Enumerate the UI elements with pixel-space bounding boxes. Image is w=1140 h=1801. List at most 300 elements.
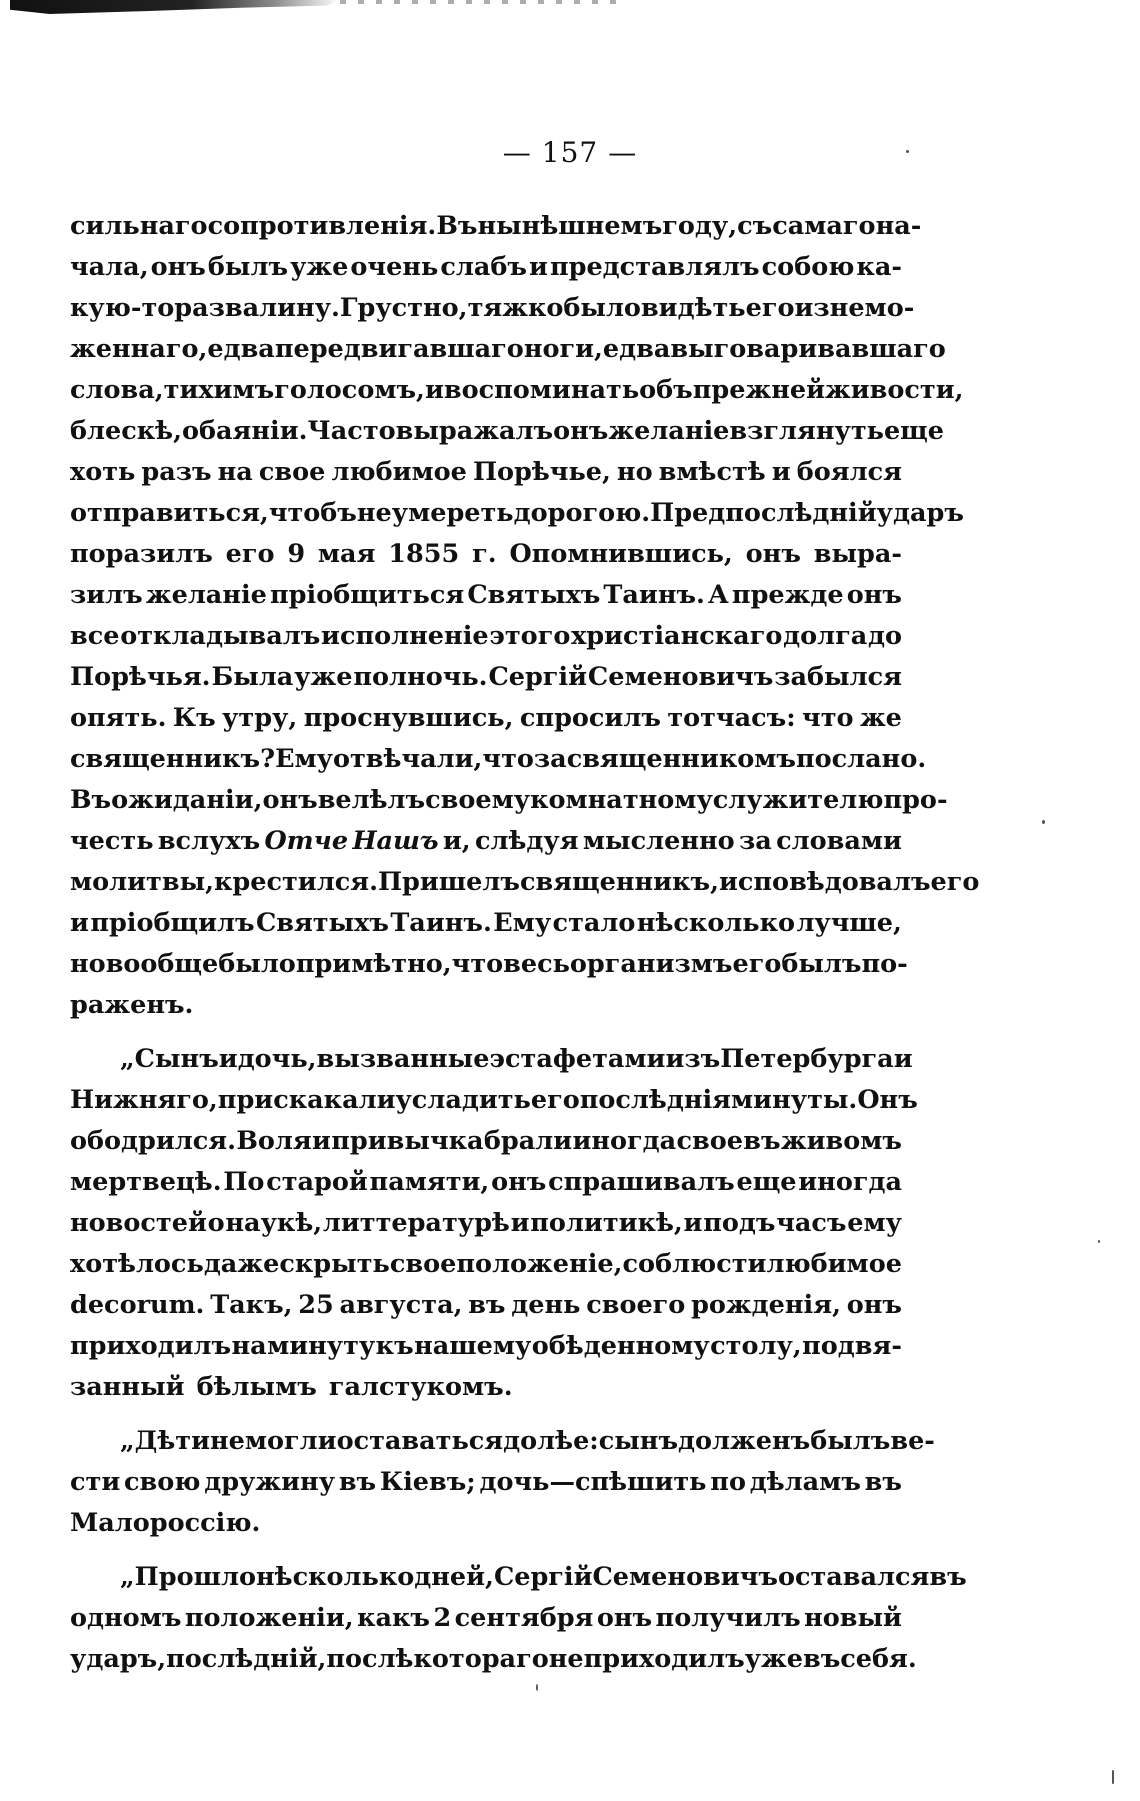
word: раженъ.: [70, 990, 194, 1020]
word: положеніи,: [184, 1603, 354, 1633]
word: опять.: [70, 703, 167, 733]
word: и: [683, 1208, 703, 1238]
word: полночь.: [353, 662, 488, 692]
word: его: [745, 293, 795, 323]
word: старой: [266, 1167, 368, 1197]
word: и: [424, 375, 444, 405]
word: пріобщиться: [270, 580, 465, 610]
scan-speck: [1042, 820, 1045, 824]
word: въ: [338, 1467, 377, 1497]
word: послѣ: [326, 1644, 414, 1674]
word: онъ: [262, 785, 318, 815]
word: Святыхъ: [255, 908, 389, 938]
word: нашему: [414, 1331, 532, 1361]
word: брали: [483, 1126, 573, 1156]
word: Нижняго,: [70, 1085, 218, 1115]
word: себя.: [840, 1644, 917, 1674]
word: забылся: [774, 662, 902, 692]
word: приходилъ: [70, 1331, 232, 1361]
word: собою: [761, 252, 855, 282]
word: 9: [287, 539, 306, 569]
word: священникъ,: [519, 867, 719, 897]
text-line: [70, 1462, 902, 1503]
word: литтературѣ: [322, 1208, 510, 1238]
word: сентября: [454, 1603, 594, 1633]
word: видѣть: [640, 293, 746, 323]
word: но: [616, 457, 653, 487]
word: сти: [70, 1467, 121, 1497]
word: примѣтно,: [295, 949, 452, 979]
word: его: [732, 949, 782, 979]
word: Таинъ.: [603, 580, 705, 610]
scan-speck: [906, 150, 909, 153]
word: и,: [442, 826, 471, 856]
word: утру,: [222, 703, 298, 733]
word: свое: [389, 1249, 457, 1279]
word: онъ: [491, 1167, 547, 1197]
word: котораго: [413, 1644, 549, 1674]
word: занный: [70, 1372, 185, 1402]
word: ему: [847, 1208, 902, 1238]
word: ка-: [856, 252, 902, 282]
word: по-: [861, 949, 908, 979]
word: взглянуть: [729, 416, 884, 446]
word: былъ: [810, 1426, 891, 1456]
word: въ: [929, 1562, 967, 1592]
scan-speck: [1112, 1770, 1114, 1784]
text-line: [70, 944, 908, 985]
word: стало: [552, 908, 636, 938]
word: тотчасъ:: [667, 703, 796, 733]
word: комнатному: [530, 785, 713, 815]
word: Такъ,: [210, 1290, 293, 1320]
word: могли: [244, 1426, 337, 1456]
word: чала,: [70, 252, 149, 282]
word: уже: [290, 252, 349, 282]
word: въ: [743, 1126, 781, 1156]
word: подъ: [703, 1208, 776, 1238]
word: политикѣ,: [530, 1208, 683, 1238]
word: сопротивленія.: [207, 211, 437, 241]
word: онъ: [846, 1290, 902, 1320]
word: словами: [776, 826, 902, 856]
word: по: [710, 1467, 746, 1497]
word: еще: [736, 1167, 797, 1197]
word: послѣднія: [579, 1085, 732, 1115]
word: столу,: [710, 1331, 802, 1361]
word: decorum.: [70, 1290, 205, 1320]
word: онъ: [846, 580, 902, 610]
word: „Сынъ: [120, 1044, 219, 1074]
word: прежде: [731, 580, 844, 610]
word: свою: [124, 1467, 201, 1497]
word: приходилъ: [583, 1644, 745, 1674]
word: г.: [472, 539, 497, 569]
word: пріобщилъ: [90, 908, 255, 938]
text-line: [70, 1639, 917, 1680]
word: галстукомъ.: [328, 1372, 513, 1402]
word: лучше,: [796, 908, 902, 938]
word: тихимъ: [163, 375, 275, 405]
word: ожиданіи,: [111, 785, 263, 815]
word: прискакали: [217, 1085, 396, 1115]
word: поразилъ: [70, 539, 213, 569]
word: наукѣ,: [225, 1208, 323, 1238]
word: ободрился.: [70, 1126, 236, 1156]
word: свое: [258, 457, 326, 487]
word: Часто: [307, 416, 396, 446]
word: уже: [744, 1644, 803, 1674]
text-line: [70, 329, 946, 370]
word: „Прошло: [120, 1562, 256, 1592]
word: Онъ: [857, 1085, 918, 1115]
word: хотѣлось: [70, 1249, 204, 1279]
word: бѣлымъ: [196, 1372, 317, 1402]
word: за: [533, 744, 567, 774]
word: тяжко: [467, 293, 564, 323]
word: дорогою.: [513, 498, 651, 528]
word: отправиться,: [70, 498, 269, 528]
text-line: [70, 247, 902, 288]
word: организмъ: [569, 949, 733, 979]
word: хоть: [70, 457, 136, 487]
word: вызванные: [316, 1044, 490, 1074]
word: же: [859, 703, 902, 733]
word: живомъ: [780, 1126, 902, 1156]
word: передвигавшаго: [274, 334, 524, 364]
word: все: [70, 621, 120, 651]
word: Была: [211, 662, 294, 692]
word: эстафетами: [489, 1044, 666, 1074]
word: желаніе: [145, 580, 267, 610]
word: спросилъ: [519, 703, 661, 733]
word: едва: [207, 334, 275, 364]
word: Ему: [275, 744, 333, 774]
text-line: [70, 1503, 902, 1544]
word: вообще: [105, 949, 219, 979]
word: его: [225, 539, 275, 569]
text-line: [70, 1285, 902, 1326]
text-line: [70, 739, 927, 780]
page-number: 157: [541, 136, 599, 169]
word: мертвецѣ.: [70, 1167, 222, 1197]
word: нѣсколько: [255, 1562, 415, 1592]
word: послано.: [795, 744, 927, 774]
word: обѣденному: [531, 1331, 710, 1361]
word: Сергій: [493, 1562, 593, 1592]
word: что: [802, 703, 854, 733]
word: про-: [883, 785, 948, 815]
word: объ: [639, 375, 693, 405]
word: сильнаго: [70, 211, 208, 241]
text-line: [70, 821, 902, 862]
word: новый: [804, 1603, 902, 1633]
word: кую-то: [70, 293, 175, 323]
word: и: [893, 1044, 913, 1074]
word: нѣсколько: [636, 908, 796, 938]
word: уже: [294, 662, 353, 692]
word: Пришелъ: [377, 867, 520, 897]
word: крестился.: [214, 867, 378, 897]
word: чтобъ: [268, 498, 357, 528]
text-line: [70, 1598, 902, 1639]
word: прежней: [692, 375, 826, 405]
word: усладить: [395, 1085, 531, 1115]
word: послѣдній,: [166, 1644, 327, 1674]
text-line: [70, 534, 902, 575]
word: но: [70, 949, 106, 979]
text-line: [70, 1162, 902, 1203]
word: едва: [602, 334, 671, 364]
word: „Дѣти: [120, 1426, 210, 1456]
word: живости,: [825, 375, 964, 405]
word: какъ: [357, 1603, 430, 1633]
word: Семеновичъ: [587, 662, 774, 692]
word: Воля: [236, 1126, 312, 1156]
word: 2: [433, 1603, 452, 1633]
word: умереть: [391, 498, 514, 528]
text-line: [70, 288, 915, 329]
text-line: [70, 1039, 913, 1080]
word: даже: [203, 1249, 280, 1279]
word: не: [548, 1644, 584, 1674]
word: онъ: [553, 416, 609, 446]
word: августа,: [339, 1290, 463, 1320]
word: развалину.: [174, 293, 340, 323]
word: вмѣстѣ: [658, 457, 766, 487]
word: о: [207, 1208, 225, 1238]
text-line: [70, 1421, 935, 1462]
word: подвя-: [802, 1331, 902, 1361]
word: онъ: [745, 539, 801, 569]
word: оставаться: [336, 1426, 504, 1456]
word: дней,: [414, 1562, 494, 1592]
text-line: [70, 903, 902, 944]
word: свое: [676, 1126, 743, 1156]
word: исполненіе: [321, 621, 489, 651]
word: А: [708, 580, 729, 610]
page-body-text: [70, 206, 980, 1680]
word: его: [930, 867, 980, 897]
word: и: [529, 252, 548, 282]
word: вслухъ: [157, 826, 261, 856]
word: боялся: [796, 457, 902, 487]
word: было: [563, 293, 641, 323]
word: слова,: [70, 375, 164, 405]
word: до: [867, 621, 902, 651]
word: своему: [425, 785, 531, 815]
word: выра-: [813, 539, 902, 569]
text-line: [70, 616, 902, 657]
word: соблюсти: [622, 1249, 767, 1279]
word: ударъ,: [70, 1644, 167, 1674]
word: одномъ: [70, 1603, 182, 1633]
word: Въ: [436, 211, 478, 241]
text-line: [70, 862, 980, 903]
word: дочь—спѣшить: [479, 1467, 707, 1497]
word: выговаривавшаго: [670, 334, 946, 364]
word: зилъ: [70, 580, 143, 610]
text-line: [70, 493, 964, 534]
word: къ: [375, 1331, 414, 1361]
text-line: [70, 452, 902, 493]
word: минуты.: [731, 1085, 858, 1115]
word: его: [530, 1085, 580, 1115]
word: долга: [783, 621, 868, 651]
word: своего: [586, 1290, 686, 1320]
word: молитвы,: [70, 867, 215, 897]
text-line: [70, 1121, 902, 1162]
word: разъ: [141, 457, 212, 487]
word: Семеновичъ: [592, 1562, 778, 1592]
word: отвѣчали,: [332, 744, 483, 774]
word: Нашъ: [352, 826, 439, 856]
word: новостей: [70, 1208, 207, 1238]
text-line: [70, 657, 902, 698]
text-line: [70, 1326, 902, 1367]
word: Порѣчье,: [472, 457, 611, 487]
word: откладывалъ: [120, 621, 321, 651]
word: Предпослѣдній: [650, 498, 877, 528]
word: женнаго,: [70, 334, 208, 364]
word: и: [771, 457, 791, 487]
word: что: [482, 744, 534, 774]
text-line: [70, 985, 902, 1026]
page-number-header: [0, 136, 1140, 169]
text-line: [70, 780, 948, 821]
word: самаго: [772, 211, 876, 241]
word: слабъ: [440, 252, 527, 282]
word: воспоминать: [443, 375, 640, 405]
word: Опомнившись,: [509, 539, 733, 569]
word: служителю: [712, 785, 884, 815]
word: году,: [662, 211, 738, 241]
word: на: [231, 1331, 267, 1361]
word: 1855: [388, 539, 460, 569]
word: Порѣчья.: [70, 662, 211, 692]
word: положеніе,: [456, 1249, 623, 1279]
word: еще: [883, 416, 944, 446]
word: обаяніи.: [181, 416, 308, 446]
word: ноги,: [523, 334, 603, 364]
word: священникомъ: [566, 744, 796, 774]
word: Кіевъ;: [379, 1467, 476, 1497]
word: памяти,: [369, 1167, 490, 1197]
word: онъ: [596, 1603, 653, 1633]
text-line: [70, 1367, 902, 1408]
word: выражалъ: [395, 416, 554, 446]
word: Петербурга: [720, 1044, 894, 1074]
word: исповѣдовалъ: [718, 867, 931, 897]
text-line: [70, 575, 902, 616]
word: Малороссію.: [70, 1508, 261, 1538]
word: минуту: [267, 1331, 376, 1361]
word: привычка: [331, 1126, 484, 1156]
word: честь: [70, 826, 154, 856]
word: голосомъ,: [274, 375, 425, 405]
text-line: [70, 1203, 902, 1244]
word: рожденія,: [691, 1290, 841, 1320]
word: дружину: [204, 1467, 336, 1497]
word: долженъ: [678, 1426, 811, 1456]
word: священникъ?: [70, 744, 276, 774]
word: и: [312, 1126, 331, 1156]
word: По: [223, 1167, 265, 1197]
scan-edge-noise: [340, 0, 620, 4]
word: проснувшись,: [303, 703, 514, 733]
word: не: [356, 498, 392, 528]
word: было: [218, 949, 296, 979]
word: въ: [468, 1290, 506, 1320]
word: велѣлъ: [317, 785, 426, 815]
word: день: [511, 1290, 581, 1320]
word: желаніе: [608, 416, 730, 446]
word: весь: [503, 949, 570, 979]
scan-edge-mark: [10, 0, 340, 14]
word: былъ: [781, 949, 862, 979]
word: долѣе:: [503, 1426, 599, 1456]
word: въ: [802, 1644, 841, 1674]
word: не: [210, 1426, 245, 1456]
word: и: [70, 908, 89, 938]
word: Въ: [70, 785, 112, 815]
word: этого: [489, 621, 571, 651]
text-line: [70, 1080, 918, 1121]
word: представлялъ: [549, 252, 760, 282]
word: очень: [350, 252, 439, 282]
word: получилъ: [655, 1603, 801, 1633]
word: Таинъ.: [390, 908, 492, 938]
page-number-dash-left: —: [502, 136, 532, 169]
word: въ: [864, 1467, 902, 1497]
word: изнемо-: [794, 293, 915, 323]
text-line: [70, 411, 944, 452]
word: часъ: [776, 1208, 847, 1238]
word: дочь,: [237, 1044, 317, 1074]
scan-speck: [1098, 1240, 1100, 1243]
word: мысленно: [582, 826, 735, 856]
word: и: [510, 1208, 530, 1238]
word: ударъ: [876, 498, 964, 528]
word: на: [217, 457, 253, 487]
word: иногда: [798, 1167, 902, 1197]
word: 25: [298, 1290, 334, 1320]
word: Отче: [264, 826, 349, 856]
word: мая: [317, 539, 376, 569]
word: сынъ: [598, 1426, 679, 1456]
text-line: [70, 206, 922, 247]
word: дѣламъ: [749, 1467, 861, 1497]
word: Грустно,: [339, 293, 468, 323]
word: христіанскаго: [571, 621, 783, 651]
word: съ: [737, 211, 773, 241]
scan-speck: [536, 1684, 538, 1691]
word: блескѣ,: [70, 416, 182, 446]
page-number-dash-right: —: [608, 136, 638, 169]
word: изъ: [665, 1044, 721, 1074]
text-line: [70, 698, 902, 739]
word: любимое: [331, 457, 467, 487]
text-line: [70, 1244, 902, 1285]
word: иногда: [572, 1126, 677, 1156]
word: ве-: [890, 1426, 935, 1456]
word: Къ: [172, 703, 216, 733]
word: нынѣшнемъ: [477, 211, 663, 241]
word: и: [218, 1044, 238, 1074]
word: былъ: [207, 252, 289, 282]
word: любимое: [766, 1249, 902, 1279]
text-line: [70, 1557, 967, 1598]
